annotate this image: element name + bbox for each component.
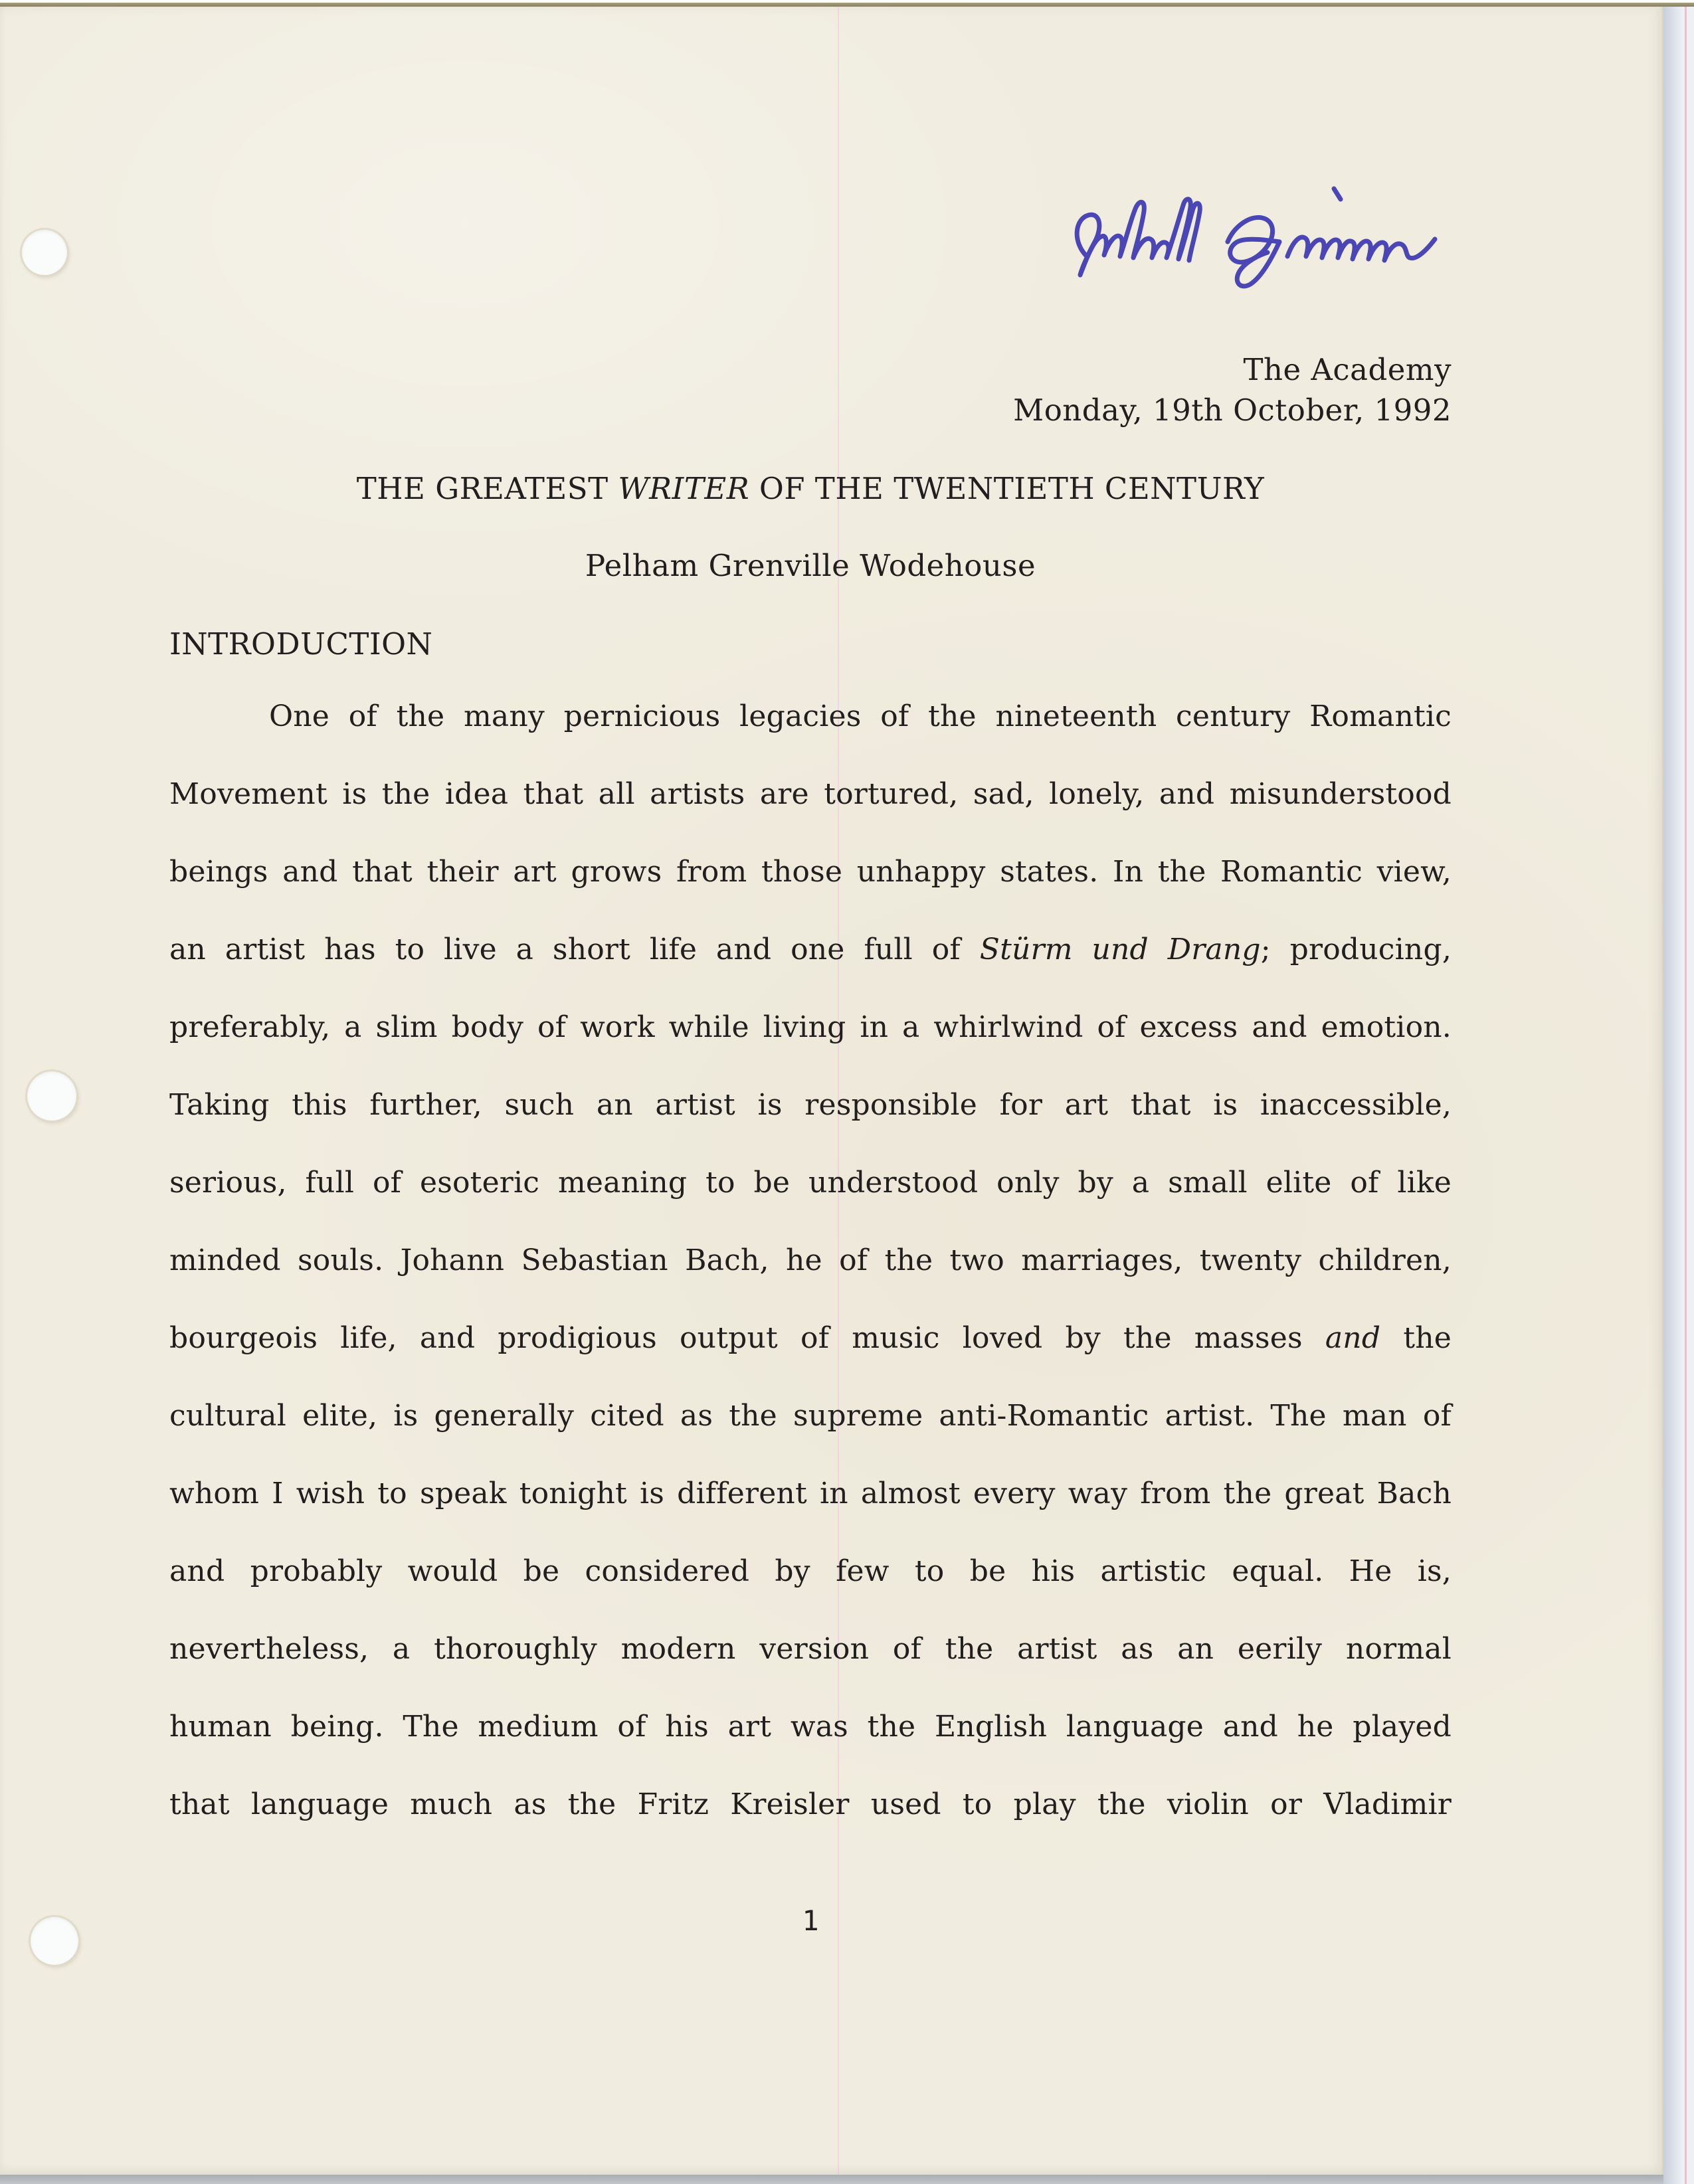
page-number: 1 — [802, 1904, 819, 1937]
body-line: preferably, a slim body of work while living in a whirlwind of excess and emotion. — [169, 1010, 1452, 1044]
page-subtitle: Pelham Grenville Wodehouse — [585, 548, 1036, 583]
body-line: serious, full of esoteric meaning to be understood only by a small elite of like — [169, 1166, 1452, 1200]
body-line: beings and that their art grows from those unhappy states. In the Romantic view, — [169, 855, 1452, 889]
page-title: THE GREATEST WRITER OF THE TWENTIETH CENTURY — [356, 471, 1265, 506]
body-line: an artist has to live a short life and one full of Stürm und Drang; producing, — [169, 933, 1452, 966]
body-line: human being. The medium of his art was the English language and he played — [169, 1710, 1452, 1744]
section-heading: INTRODUCTION — [169, 626, 433, 662]
handwritten-signature — [1056, 178, 1448, 311]
body-line: Taking this further, such an artist is responsible for art that is inaccessible, — [169, 1088, 1452, 1122]
body-line: One of the many pernicious legacies of the nineteenth century Romantic — [269, 699, 1452, 733]
body-paragraph — [169, 678, 1452, 1843]
body-line: Movement is the idea that all artists are tortured, sad, lonely, and misunderstood — [169, 777, 1452, 811]
hole-punch-top — [22, 230, 67, 275]
body-line: whom I wish to speak tonight is different in almost every way from the great Bach — [169, 1477, 1452, 1510]
document-header — [169, 349, 1452, 430]
body-line: that language much as the Fritz Kreisler used to play the violin or Vladimir — [169, 1787, 1452, 1821]
body-line: minded souls. Johann Sebastian Bach, he of the two marriages, twenty children, — [169, 1243, 1452, 1277]
body-line: nevertheless, a thoroughly modern version of the artist as an eerily normal — [169, 1632, 1452, 1666]
scanner-right-pink-line — [1685, 7, 1687, 2184]
hole-punch-middle — [27, 1071, 76, 1121]
body-line: and probably would be considered by few to be his artistic equal. He is, — [169, 1554, 1452, 1588]
signature-icon — [1056, 178, 1448, 311]
hole-punch-bottom — [31, 1917, 78, 1965]
header-organization: The Academy — [1243, 352, 1452, 387]
scanner-right-margin — [1663, 7, 1694, 2184]
body-line: bourgeois life, and prodigious output of music loved by the masses and the — [169, 1321, 1452, 1355]
paper — [0, 7, 1663, 2175]
header-date: Monday, 19th October, 1992 — [1013, 393, 1452, 428]
body-line: cultural elite, is generally cited as the supreme anti-Romantic artist. The man of — [169, 1399, 1452, 1433]
scanner-bottom-margin — [0, 2175, 1663, 2184]
